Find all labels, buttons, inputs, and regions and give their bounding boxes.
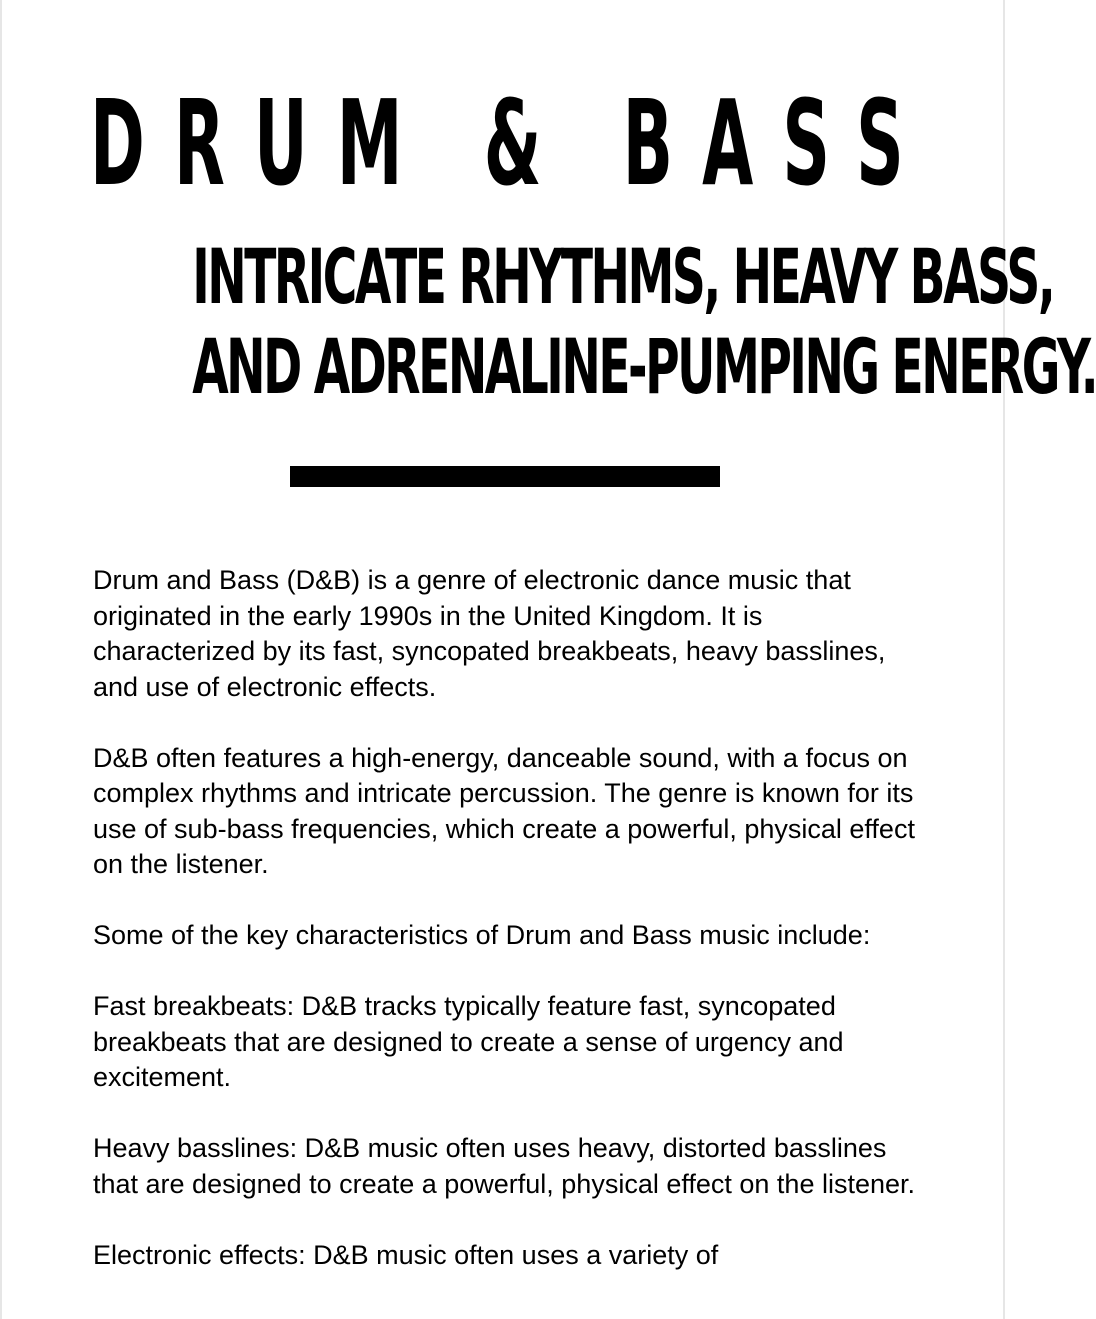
- hero-subtitle: [2, 232, 1096, 412]
- article-paragraph-characteristics: Some of the key characteristics of Drum and Bass music include:: [93, 920, 871, 950]
- hero-title: DRUM & BASS: [90, 74, 933, 212]
- hero-subtitle-line-2: AND ADRENALINE-PUMPING ENERGY.: [192, 322, 1096, 411]
- article-paragraph-intro: Drum and Bass (D&B) is a genre of electronic dance music that originated in the early 1990s in the United Kingdom. It is characterized by its fast, syncopated breakbeats, heavy basslines, and use of electronic effects.: [93, 565, 886, 702]
- article-body: [93, 563, 923, 1309]
- hero-subtitle-line-1: INTRICATE RHYTHMS, HEAVY BASS,: [192, 232, 1054, 321]
- article-paragraph-basslines: Heavy basslines: D&B music often uses heavy, distorted basslines that are designed to create a powerful, physical effect on the listener.: [93, 1133, 916, 1199]
- article-paragraph-sound: D&B often features a high-energy, danceable sound, with a focus on complex rhythms and intricate percussion. The genre is known for its use of sub-bass frequencies, which create a powerful, physical effect on the listener.: [93, 742, 915, 879]
- article-paragraph-breakbeats: Fast breakbeats: D&B tracks typically feature fast, syncopated breakbeats that are designed to create a sense of urgency and excitement.: [93, 991, 844, 1092]
- hero-divider: [290, 466, 720, 487]
- article-paragraph-effects: Electronic effects: D&B music often uses a variety of: [93, 1239, 719, 1270]
- page: [2, 0, 1096, 1319]
